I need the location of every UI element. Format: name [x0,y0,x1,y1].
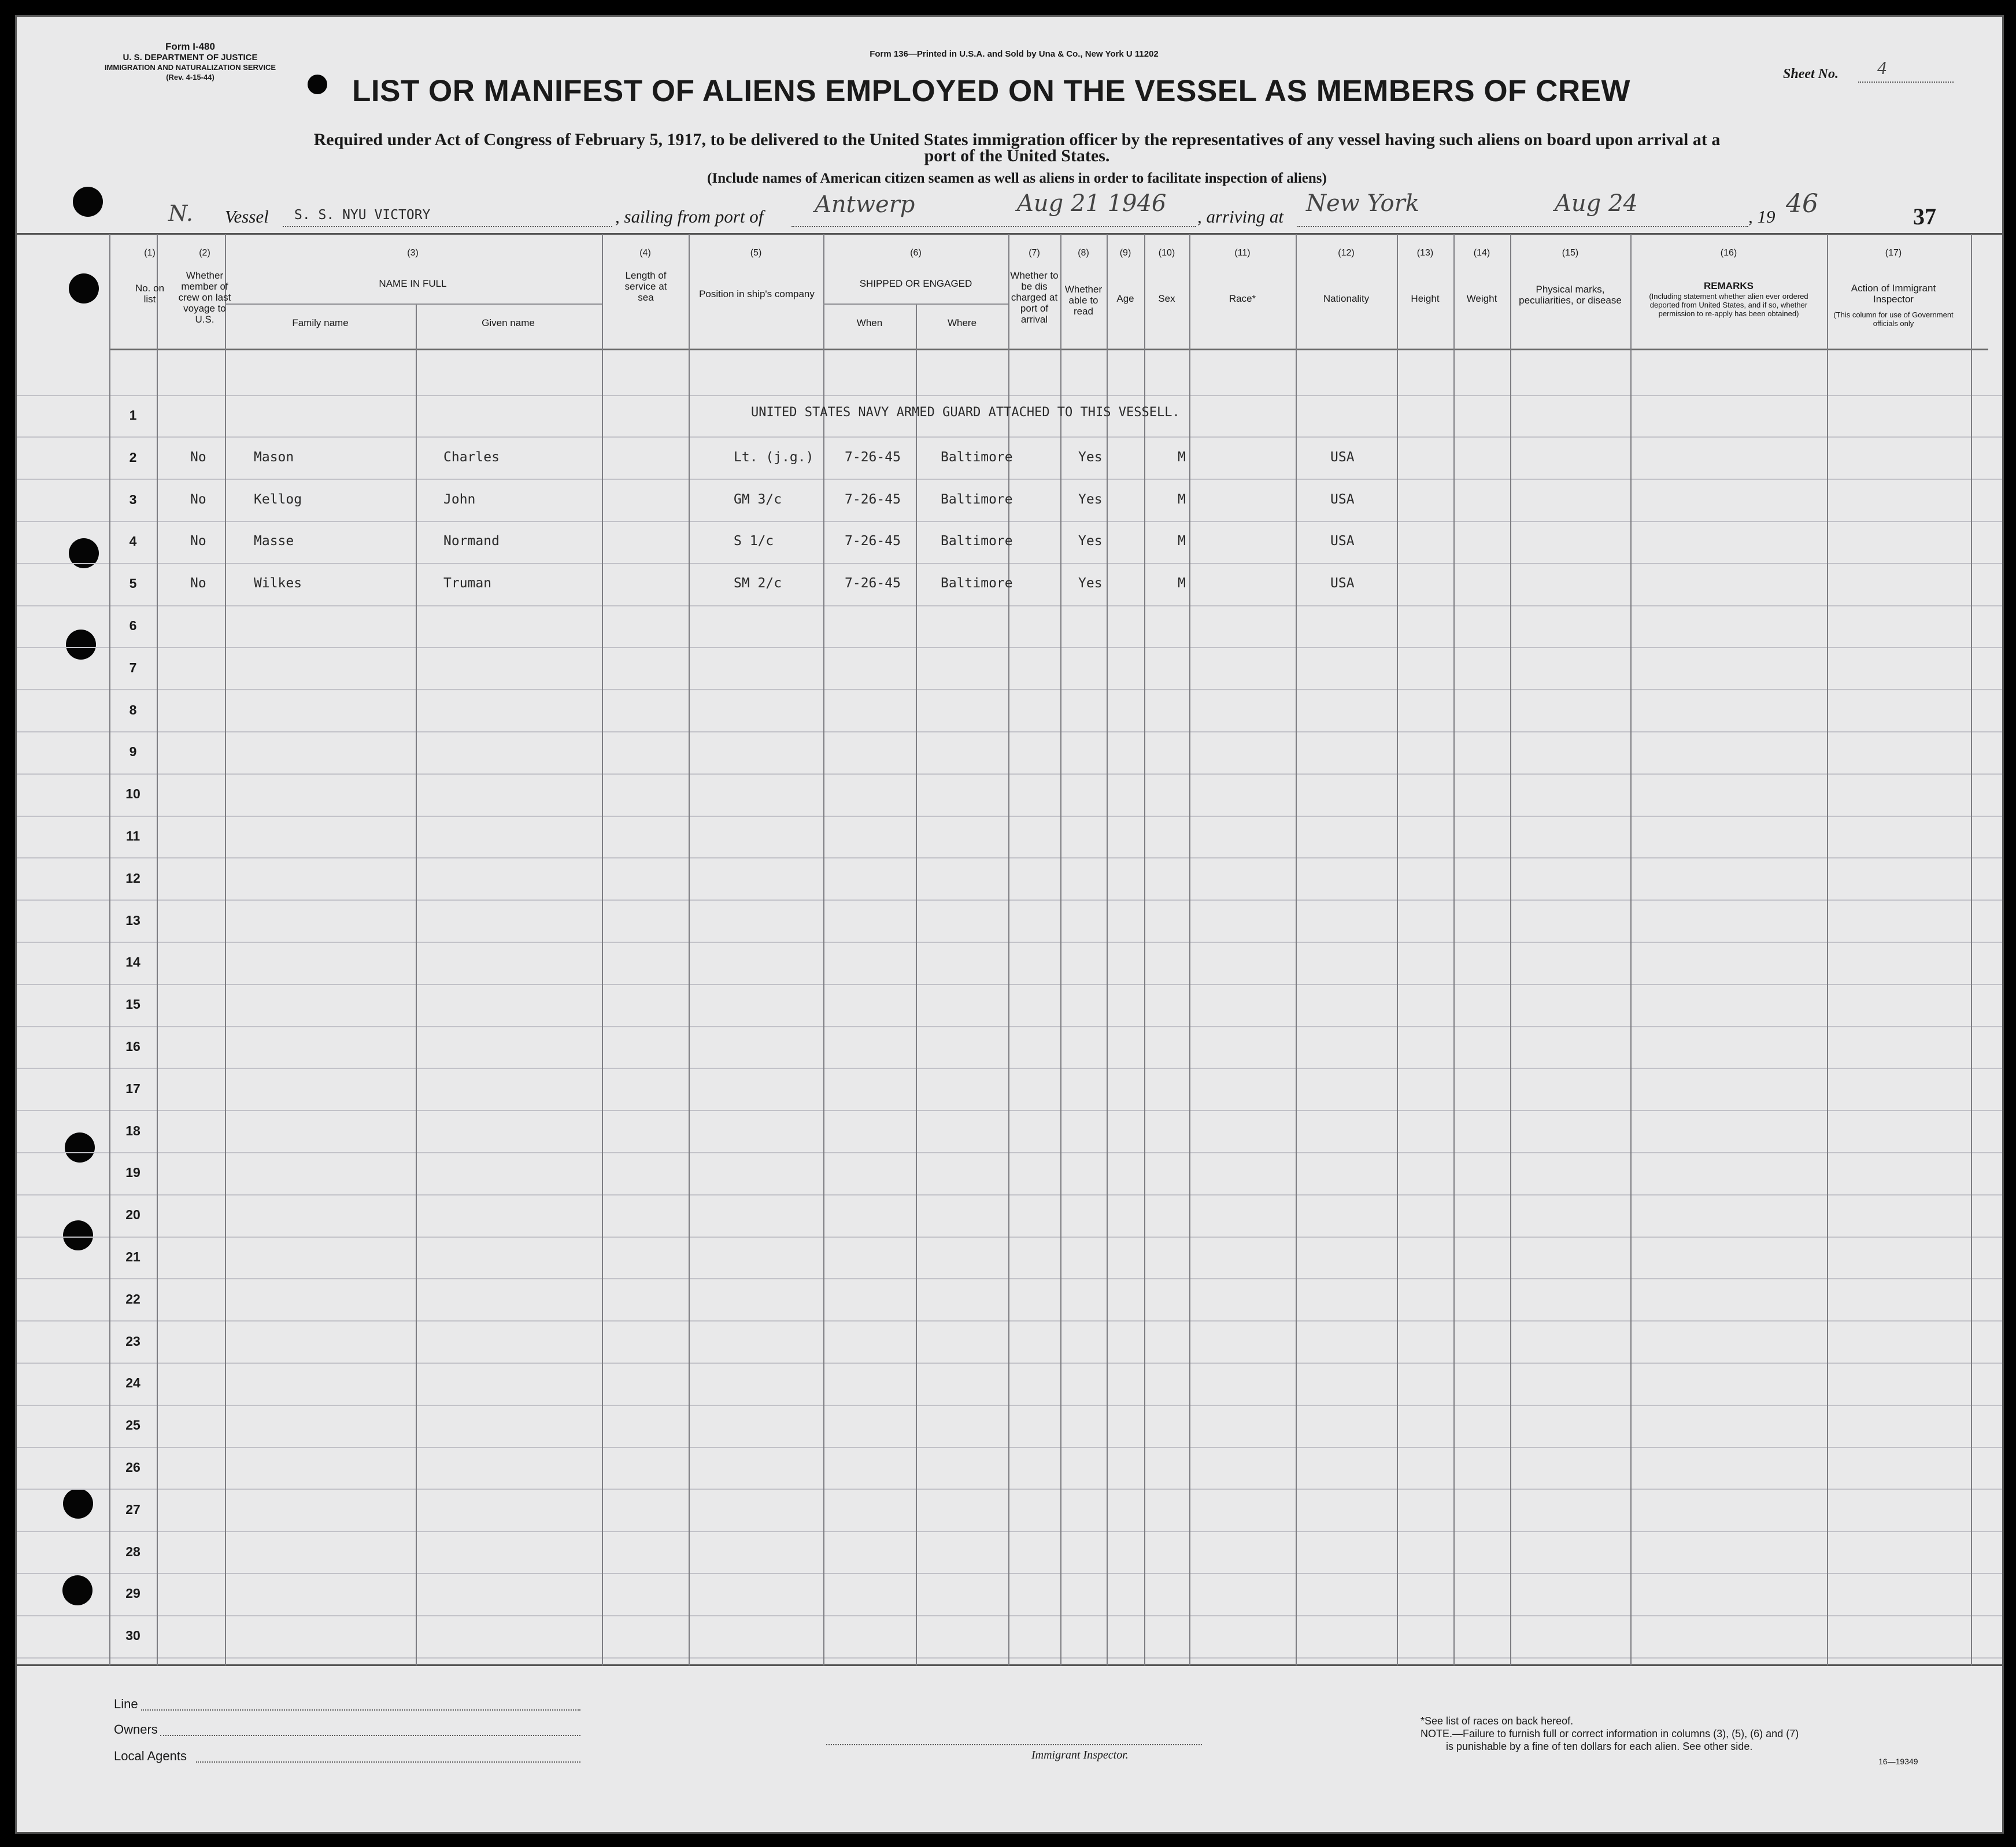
crew-when-cell: 7-26-45 [845,492,901,507]
sheet-label: Sheet No. [1783,66,1839,82]
row-rule [17,1405,2002,1406]
row-number: 18 [125,1123,140,1138]
column-rule [1827,234,1828,1665]
col17-header: Action of Immigrant Inspector [1851,283,1936,305]
col8-number: (8) [1078,248,1089,258]
crew-given-cell: Charles [443,450,500,465]
row-number: 20 [125,1207,140,1222]
punch-hole [66,630,96,660]
crew-read-cell: Yes [1078,534,1103,549]
line-label: Line [114,1697,138,1711]
row-number: 27 [125,1502,140,1517]
inspector-label: Immigrant Inspector. [1031,1749,1129,1761]
row-number: 12 [125,871,140,886]
crew-nationality-cell: USA [1330,450,1355,465]
col16-header: REMARKS [1704,280,1754,291]
crew-where-cell: Baltimore [941,576,1013,591]
row-rule [17,1194,2002,1195]
arrival-date: Aug 24 [1555,190,1638,217]
col3-given-header: Given name [482,317,535,328]
crew-where-cell: Baltimore [941,450,1013,465]
col5-number: (5) [750,248,762,258]
crew-read-cell: Yes [1078,450,1103,465]
col4-number: (4) [639,248,651,258]
column-rule [1296,234,1297,1665]
sheet-number-line [1858,82,1954,83]
col2-number: (2) [199,248,210,258]
punch-hole [308,75,327,94]
include-note: (Include names of American citizen seamen as well as aliens in order to facilitate inspection of aliens) [707,171,1327,186]
col1-number: (1) [144,248,156,258]
year-suffix: 46 [1786,189,1818,219]
row-rule [17,1489,2002,1490]
service: IMMIGRATION AND NATURALIZATION SERVICE [104,63,276,72]
page-number: 37 [1913,203,1936,230]
col11-number: (11) [1234,248,1251,258]
row-rule [17,1657,2002,1659]
header-top-rule [17,233,2002,235]
crew-nationality-cell: USA [1330,576,1355,591]
year-prefix: , 19 [1748,206,1775,227]
row-rule [17,1068,2002,1069]
col6-header: SHIPPED OR ENGAGED [859,278,972,289]
table-bottom-rule [17,1664,2002,1666]
column-rule [823,234,824,1665]
sailing-line [791,226,1196,227]
col13-header: Height [1411,293,1440,304]
vessel-name: S. S. NYU VICTORY [294,208,431,223]
shipped-subheader-rule [823,303,1008,305]
penalty-note-2: is punishable by a fine of ten dollars for each alien. See other side. [1446,1741,1753,1752]
column-rule [1008,234,1009,1665]
col6-number: (6) [910,248,922,258]
sailing-port: Antwerp [815,191,915,218]
column-rule [225,234,226,1665]
row-number: 23 [125,1334,140,1349]
col14-header: Weight [1466,293,1497,304]
vessel-label: Vessel [225,206,269,227]
crew-when-cell: 7-26-45 [845,534,901,549]
row-rule [17,1278,2002,1279]
row-number: 6 [129,618,137,633]
row-number: 2 [129,450,137,465]
margin-mark: N. [168,201,193,226]
manifest-sheet [15,15,2004,1834]
row-rule [17,1026,2002,1027]
row-number: 5 [129,576,137,591]
punch-hole [69,273,99,303]
col14-number: (14) [1473,248,1490,258]
crew-given-cell: Normand [443,534,500,549]
crew-when-cell: 7-26-45 [845,576,901,591]
column-rule [1060,234,1061,1665]
row-number: 8 [129,702,137,717]
row-rule [17,479,2002,480]
column-rule [1510,234,1511,1665]
row-number: 9 [129,744,137,759]
crew-prior-cell: No [190,492,206,507]
col15-header: Physical marks, peculiarities, or disease [1519,284,1622,306]
column-rule [1971,234,1972,1665]
col3-family-header: Family name [292,317,349,328]
row-rule [17,1363,2002,1364]
col10-header: Sex [1158,293,1175,304]
row-rule [17,1320,2002,1322]
row-rule [17,1615,2002,1616]
col4-header: Length of service at sea [624,270,667,303]
arriving-label: , arriving at [1197,206,1283,227]
col7-number: (7) [1029,248,1040,258]
owners-label: Owners [114,1722,158,1737]
crew-nationality-cell: USA [1330,534,1355,549]
row-number: 21 [125,1249,140,1264]
row-number: 10 [125,786,140,801]
crew-sex-cell: M [1178,534,1186,549]
row-number: 3 [129,492,137,507]
col5-header: Position in ship's company [699,288,815,299]
subtitle-line-1: Required under Act of Congress of February 5, 1917, to be delivered to the United States immigration officer by the representatives of any vessel having such aliens on board upon arrival at a [313,130,1721,149]
col10-number: (10) [1158,248,1175,258]
row-number: 14 [125,954,140,969]
armed-guard-banner: UNITED STATES NAVY ARMED GUARD ATTACHED TO THIS VESSELL. [751,405,1180,420]
row-rule [17,647,2002,648]
row-number: 28 [125,1544,140,1559]
row-number: 16 [125,1039,140,1054]
row-rule [17,900,2002,901]
arriving-line [1297,226,1748,227]
sheet-number: 4 [1877,57,1886,78]
crew-prior-cell: No [190,450,206,465]
column-rule [157,234,158,1665]
crew-read-cell: Yes [1078,576,1103,591]
row-rule [17,1447,2002,1448]
crew-read-cell: Yes [1078,492,1103,507]
col1-header: No. on list [135,283,165,305]
col9-number: (9) [1119,248,1131,258]
row-number: 11 [125,828,140,843]
crew-sex-cell: M [1178,450,1186,465]
row-rule [17,605,2002,606]
row-number: 25 [125,1417,140,1433]
row-rule [17,1237,2002,1238]
col17-note: (This column for use of Government officials only [1833,310,1954,328]
row-number: 17 [125,1081,140,1096]
crew-given-cell: John [443,492,476,507]
races-note: *See list of races on back hereof. [1421,1715,1574,1727]
arriving-port: New York [1306,190,1419,217]
crew-when-cell: 7-26-45 [845,450,901,465]
row-number: 19 [125,1165,140,1180]
penalty-note-1: NOTE.—Failure to furnish full or correct information in columns (3), (5), (6) and (7) [1421,1728,1799,1739]
column-rule [1397,234,1398,1665]
crew-given-cell: Truman [443,576,492,591]
vessel-name-line [283,226,612,227]
crew-nationality-cell: USA [1330,492,1355,507]
col2-header: Whether member of crew on last voyage to U.S. [178,270,231,325]
form-code: 16—19349 [1878,1757,1918,1766]
col12-number: (12) [1338,248,1355,258]
agents-label: Local Agents [114,1749,187,1763]
row-number: 13 [125,913,140,928]
col15-number: (15) [1562,248,1579,258]
crew-prior-cell: No [190,534,206,549]
column-rule [1144,234,1145,1665]
column-rule [1107,234,1108,1665]
row-number: 22 [125,1291,140,1306]
col9-header: Age [1116,293,1134,304]
row-rule [17,1573,2002,1574]
punch-hole [63,1489,93,1519]
col17-number: (17) [1885,248,1902,258]
row-rule [17,773,2002,775]
crew-family-cell: Wilkes [254,576,302,591]
row-number: 29 [125,1586,140,1601]
col3-number: (3) [407,248,419,258]
col3-header: NAME IN FULL [379,278,447,289]
crew-family-cell: Mason [254,450,294,465]
line-field [141,1709,580,1711]
col8-header: Whether able to read [1064,284,1103,317]
row-rule [17,436,2002,438]
col6-where-header: Where [947,317,977,328]
column-rule [109,234,110,1665]
row-rule [17,1152,2002,1153]
column-rule [1453,234,1455,1665]
agents-field [196,1761,580,1763]
row-rule [17,521,2002,522]
row-number: 4 [129,534,137,549]
col16-note: (Including statement whether alien ever ordered deported from United States, and if so, whether permission to re-apply has been obtained) [1649,292,1808,318]
crew-where-cell: Baltimore [941,492,1013,507]
name-subheader-rule [225,303,602,305]
header-bottom-rule [109,349,1988,350]
row-number: 26 [125,1460,140,1475]
row-rule [17,1531,2002,1532]
printer-line: Form 136—Printed in U.S.A. and Sold by Una & Co., New York U 11202 [870,49,1159,59]
row-rule [17,984,2002,985]
crew-sex-cell: M [1178,492,1186,507]
col7-header: Whether to be dis charged at port of arrival [1010,270,1059,325]
row-number: 15 [125,997,140,1012]
col16-number: (16) [1720,248,1737,258]
crew-position-cell: SM 2/c [734,576,782,591]
row-number: 24 [125,1375,140,1390]
row-rule [17,1110,2002,1111]
punch-hole [62,1575,93,1605]
punch-hole [65,1132,95,1163]
row-number: 1 [129,408,137,423]
row-rule [17,942,2002,943]
column-rule [916,303,917,1665]
row-number: 30 [125,1628,140,1643]
row-rule [17,731,2002,732]
row-rule [17,857,2002,858]
crew-where-cell: Baltimore [941,534,1013,549]
department: U. S. DEPARTMENT OF JUSTICE [123,53,258,62]
crew-position-cell: Lt. (j.g.) [734,450,814,465]
inspector-signature-line [826,1744,1202,1745]
crew-position-cell: GM 3/c [734,492,782,507]
revision: (Rev. 4-15-44) [166,73,214,82]
row-rule [17,689,2002,690]
crew-position-cell: S 1/c [734,534,774,549]
col6-when-header: When [856,317,883,328]
row-number: 7 [129,660,137,675]
row-rule [17,395,2002,396]
col12-header: Nationality [1323,293,1370,304]
column-rule [602,234,603,1665]
crew-family-cell: Masse [254,534,294,549]
sailing-date: Aug 21 1946 [1017,190,1167,217]
column-rule [1189,234,1190,1665]
col13-number: (13) [1416,248,1434,258]
column-rule [416,303,417,1665]
punch-hole [63,1220,93,1250]
crew-prior-cell: No [190,576,206,591]
owners-field [160,1735,580,1736]
subtitle-line-2: port of the United States. [924,146,1110,165]
crew-sex-cell: M [1178,576,1186,591]
row-rule [17,816,2002,817]
crew-family-cell: Kellog [254,492,302,507]
col11-header: Race* [1229,293,1256,304]
form-title: LIST OR MANIFEST OF ALIENS EMPLOYED ON THE VESSEL AS MEMBERS OF CREW [352,74,1631,108]
punch-hole [73,187,103,217]
column-rule [1630,234,1632,1665]
form-id: Form I-480 [165,41,215,52]
row-rule [17,563,2002,564]
sailing-label: , sailing from port of [615,206,764,227]
column-rule [689,234,690,1665]
